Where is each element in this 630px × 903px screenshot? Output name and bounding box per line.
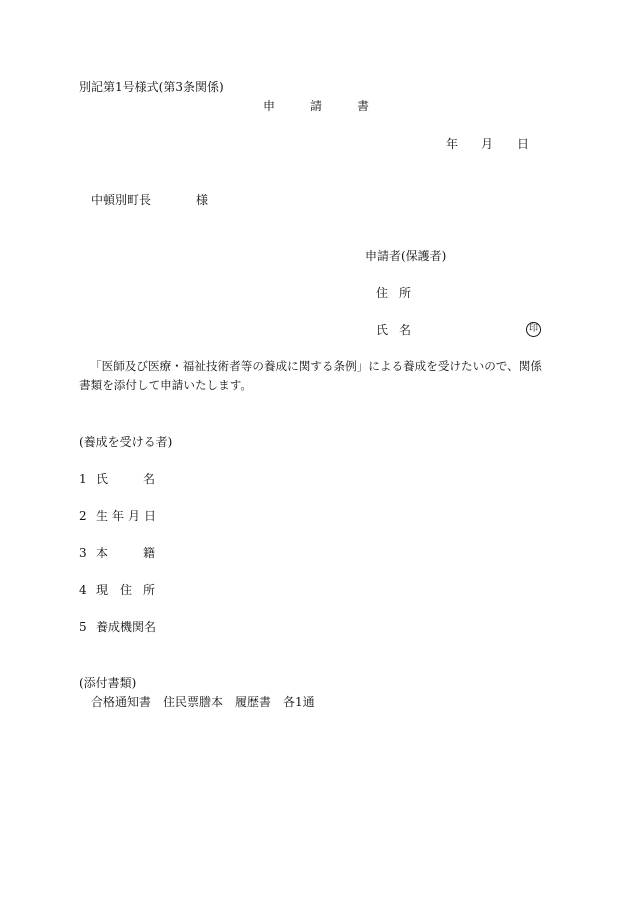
attachments-heading: (添付書類): [79, 676, 137, 690]
body-text-line-1: 「医師及び医療・福祉技術者等の養成に関する条例」による養成を受けたいので、関係: [90, 359, 542, 373]
form-number: 別記第1号様式(第3条関係): [79, 80, 224, 94]
applicant-label: 申請者(保護者): [365, 249, 447, 263]
attachments-list: 合格通知書 住民票謄本 履歴書 各1通: [91, 695, 315, 709]
body-text-line-2: 書類を添付して申請いたします。: [79, 378, 252, 392]
honorific: 様: [196, 193, 209, 207]
seal-mark: 印: [526, 322, 541, 337]
recipient: 中頓別町長: [91, 193, 152, 207]
trainee-heading: (養成を受ける者): [79, 435, 173, 449]
